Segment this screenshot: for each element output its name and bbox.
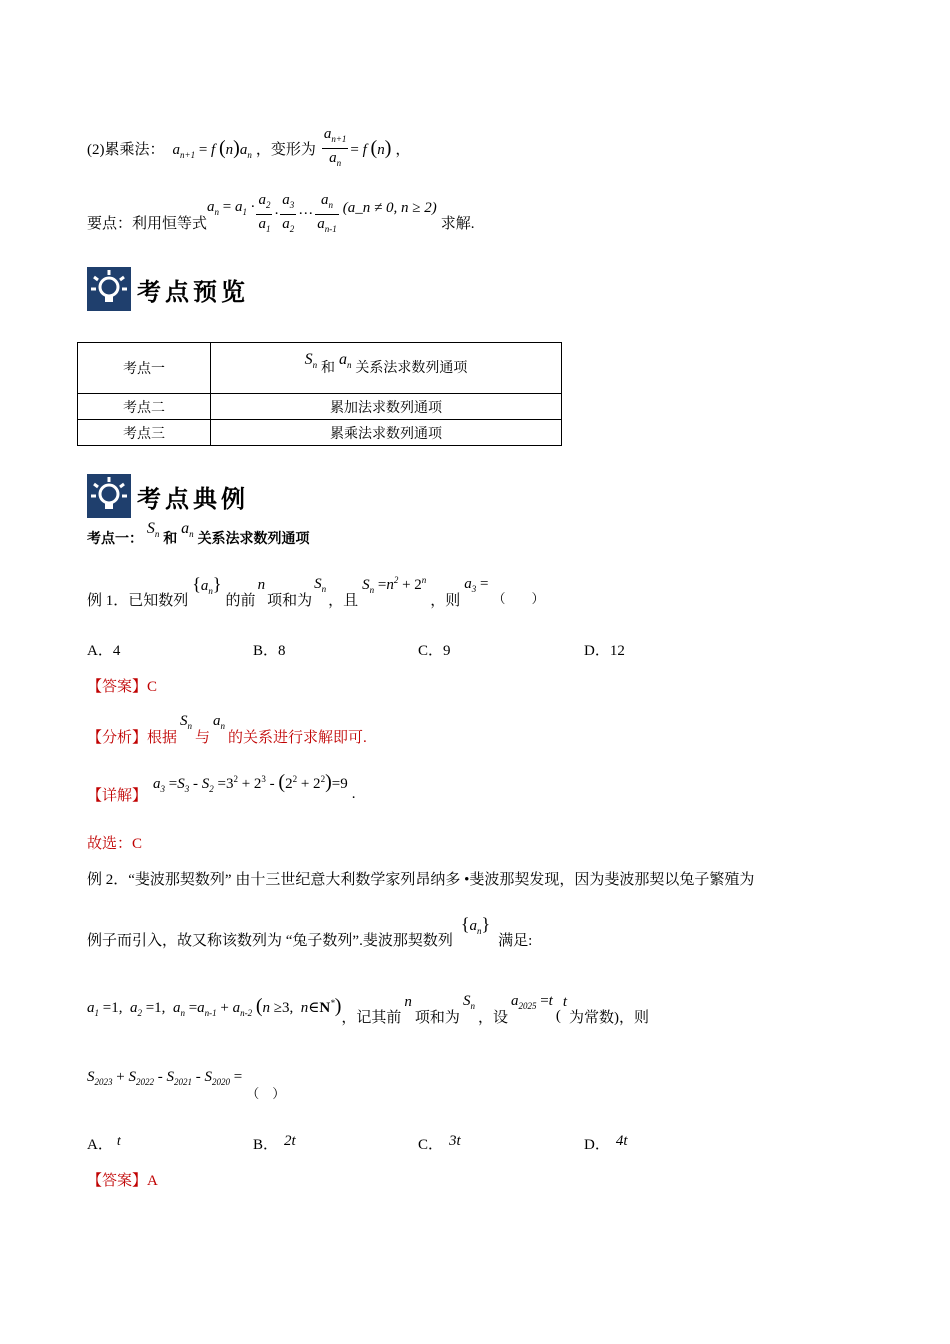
- example1-detail-formula: $a_3 =S_3 - S_2 =3^2 + 2^3 - (2^2 + 2^2)=9$: [153, 770, 348, 794]
- example2-option-b: B． 2t: [253, 1133, 296, 1153]
- example2-answer: 【答案】A: [87, 1173, 158, 1189]
- section-preview-header: [87, 267, 249, 311]
- example1-option-a: A．4: [87, 643, 121, 659]
- table-row: [78, 343, 562, 394]
- keypoint-condition: (a_n ≠ 0, n ≥ 2): [342, 199, 437, 216]
- example1-question: 例 1．已知数列 $\{a_n\}$ 的前 n 项和为 $S_n$ ，且 $S_n =n^2 + 2^n$ ，则 $a_3$ = （ ）: [87, 574, 545, 609]
- section-preview-title: 考点预览: [137, 276, 249, 306]
- method2-tail: ，: [395, 141, 411, 158]
- example1-option-d: D．12: [584, 643, 625, 659]
- table-cell: 累乘法求数列通项: [211, 420, 562, 446]
- example2-line1: 例 2．“斐波那契数列” 由十三世纪意大利数学家列昂纳多 •斐波那契发现，因为斐波那契以兔子繁殖为: [87, 872, 755, 888]
- example2-line2: 例子而引入，故又称该数列为 “兔子数列”.斐波那契数列 $\{a_n\}$ 满足:: [87, 914, 533, 949]
- example2-option-d: D． 4t: [584, 1133, 628, 1153]
- example1-conclusion: 故选：C: [87, 836, 143, 852]
- example1-option-c: C．9: [418, 643, 451, 659]
- example2-recurrence: $a_1 =1$, $a_2 =1$, $a_n =a_{n-1} + a_{n-2}$ (n ≥3, n∈N*): [87, 994, 342, 1018]
- method2-transform-label: ，变形为: [255, 141, 316, 158]
- example2-sum-expression: $S_{2023} + S_{2022} - S_{2021} - S_{2020}$ =: [87, 1069, 243, 1087]
- table-cell: 考点二: [78, 394, 211, 420]
- section-examples-title: 考点典例: [137, 483, 249, 513]
- example1-option-b: B．8: [253, 643, 286, 659]
- method2-line: [87, 125, 411, 168]
- keypoint-line: [87, 192, 474, 236]
- example2-option-a: A． t: [87, 1134, 121, 1153]
- topics-table: [77, 342, 562, 446]
- example1-answer: 【答案】C: [87, 679, 158, 695]
- topic1-heading: 考点一： $S_n$ 和 $a_n$ 关系法求数列通项: [87, 520, 310, 546]
- method2-ratio: $\frac{a_{n+1}}{a_n}$: [323, 125, 347, 168]
- example1-seq: $\{a_n\}$: [192, 574, 222, 596]
- example2-line4: $S_{2023} + S_{2022} - S_{2021} - S_{2020}$ = （ ）: [87, 1069, 286, 1101]
- table-row: [78, 420, 562, 446]
- example2-line3: $a_1 =1$, $a_2 =1$, $a_n =a_{n-1} + a_{n-2}$ (n ≥3, n∈N*) ，记其前 n 项和为 $S_n$ ，设 $a_{2025} =t$ ( t 为常数)，则: [87, 993, 650, 1026]
- method2-label: (2)累乘法：: [87, 141, 165, 158]
- example2-option-c: C． 3t: [418, 1133, 461, 1153]
- keypoint-label: 要点：利用恒等式: [87, 215, 208, 232]
- table-cell: 累加法求数列通项: [211, 394, 562, 420]
- example1-formula: $S_n =n^2 + 2^n$: [362, 575, 427, 595]
- keypoint-identity: $a_n = a_1$ · $\frac{a_2}{a_1}$ · $\frac{a_3}{a_2}$ ··· $\frac{a_n}{a_{n-1}}$: [207, 191, 337, 234]
- table-row: [78, 394, 562, 420]
- example1-detail: 【详解】 $a_3 =S_3 - S_2 =3^2 + 2^3 - (2^2 + 2^2)=9$ .: [87, 770, 356, 804]
- lightbulb-icon: [87, 474, 131, 518]
- example1-analysis: 【分析】根据 $S_n$ 与 $a_n$ 的关系进行求解即可.: [87, 713, 367, 746]
- method2-formula: $a_{n+1} = f$ $(n)a_n$: [172, 136, 252, 160]
- table-cell: $S_n$ 和 $a_n$ 关系法求数列通项: [211, 343, 562, 394]
- method2-ratio-rhs: = f (n): [350, 136, 392, 159]
- section-examples-header: [87, 474, 249, 518]
- table-cell: 考点一: [78, 343, 211, 394]
- lightbulb-icon: [87, 267, 131, 311]
- keypoint-tail: 求解.: [440, 215, 475, 232]
- table-cell: 考点三: [78, 420, 211, 446]
